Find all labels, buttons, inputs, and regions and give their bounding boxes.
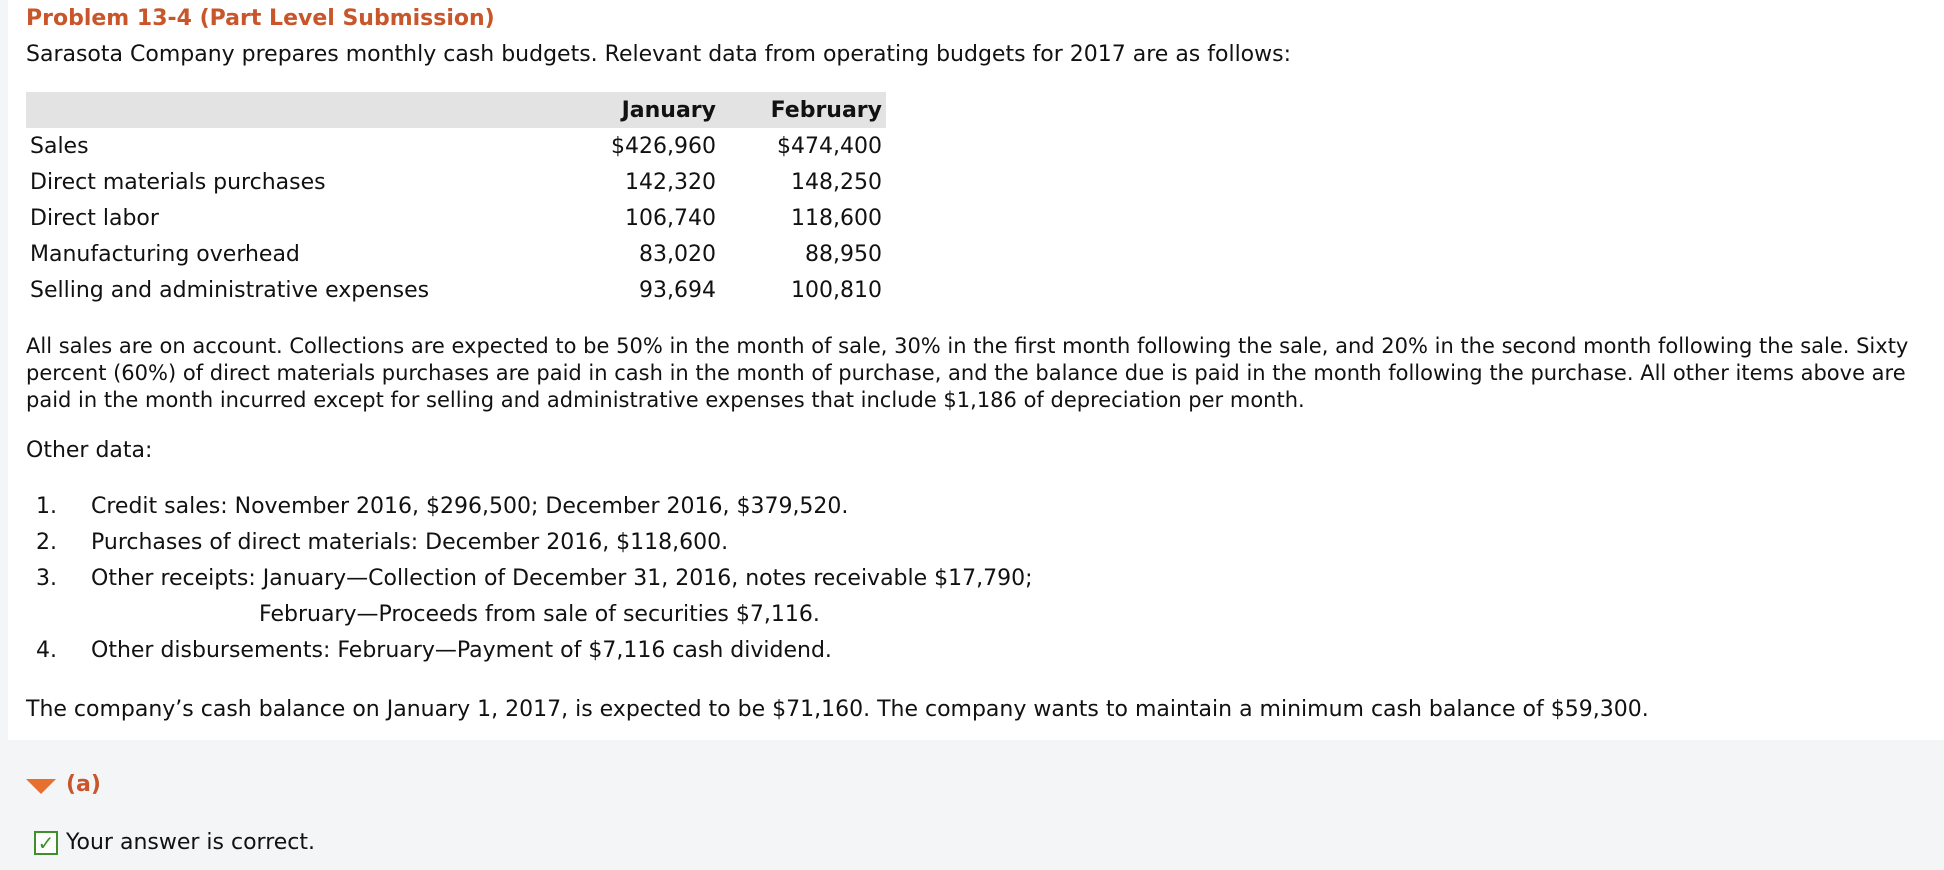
list-text: February—Proceeds from sale of securities $7,116. bbox=[259, 602, 820, 627]
row-label: Selling and administrative expenses bbox=[30, 277, 430, 303]
list-number: 2. bbox=[36, 530, 57, 555]
cash-balance-statement: The company’s cash balance on January 1, 2017, is expected to be $71,160. The company wants to maintain a minimum cash balance of $59,300. bbox=[26, 697, 1649, 722]
table-row bbox=[26, 272, 886, 308]
part-a-label: (a) bbox=[66, 772, 101, 797]
cell-january: $426,960 bbox=[611, 133, 716, 159]
row-label: Manufacturing overhead bbox=[30, 241, 300, 267]
problem-panel bbox=[8, 0, 1944, 740]
cell-january: 142,320 bbox=[625, 169, 716, 195]
cell-february: 148,250 bbox=[791, 169, 882, 195]
cell-january: 83,020 bbox=[639, 241, 716, 267]
cell-february: $474,400 bbox=[777, 133, 882, 159]
problem-intro: Sarasota Company prepares monthly cash budgets. Relevant data from operating budgets for 2017 are as follows: bbox=[26, 42, 1292, 67]
row-label: Direct labor bbox=[30, 205, 159, 231]
table-row bbox=[26, 164, 886, 200]
column-header-february: February bbox=[720, 92, 886, 128]
cell-february: 100,810 bbox=[791, 277, 882, 303]
collection-terms-paragraph: All sales are on account. Collections are expected to be 50% in the month of sale, 30% in the first month following the sale, and 20% in the second month following the sale. Sixty percent (60%) of direct materials purchases are paid in cash in the month of purchase, and the balance due is paid in the month following the purchase. All other items above are paid in the month incurred except for selling and administrative expenses that include $1,186 of depreciation per month. bbox=[26, 334, 1909, 412]
list-text: Purchases of direct materials: December 2016, $118,600. bbox=[91, 530, 729, 555]
list-text: Credit sales: November 2016, $296,500; December 2016, $379,520. bbox=[91, 494, 849, 519]
list-number: 4. bbox=[36, 638, 57, 663]
table-row bbox=[26, 128, 886, 164]
cell-february: 118,600 bbox=[791, 205, 882, 231]
list-number: 1. bbox=[36, 494, 57, 519]
problem-title: Problem 13-4 (Part Level Submission) bbox=[26, 6, 495, 31]
cell-january: 106,740 bbox=[625, 205, 716, 231]
table-row bbox=[26, 236, 886, 272]
cell-february: 88,950 bbox=[805, 241, 882, 267]
table-header-row bbox=[26, 92, 886, 128]
other-data-label: Other data: bbox=[26, 438, 153, 463]
budget-table bbox=[26, 92, 886, 308]
row-label: Direct materials purchases bbox=[30, 169, 326, 195]
checkmark-icon: ✓ bbox=[34, 831, 58, 855]
cell-january: 93,694 bbox=[639, 277, 716, 303]
list-number: 3. bbox=[36, 566, 57, 591]
answer-status bbox=[34, 830, 315, 855]
column-header-january: January bbox=[554, 92, 720, 128]
list-text: Other disbursements: February—Payment of $7,116 cash dividend. bbox=[91, 638, 832, 663]
table-header-blank bbox=[26, 92, 554, 128]
list-text: Other receipts: January—Collection of December 31, 2016, notes receivable $17,790; bbox=[91, 566, 1033, 591]
answer-status-text: Your answer is correct. bbox=[66, 830, 316, 855]
row-label: Sales bbox=[30, 133, 89, 159]
table-row bbox=[26, 200, 886, 236]
part-a-toggle[interactable] bbox=[26, 772, 101, 797]
triangle-down-icon[interactable] bbox=[26, 779, 56, 794]
